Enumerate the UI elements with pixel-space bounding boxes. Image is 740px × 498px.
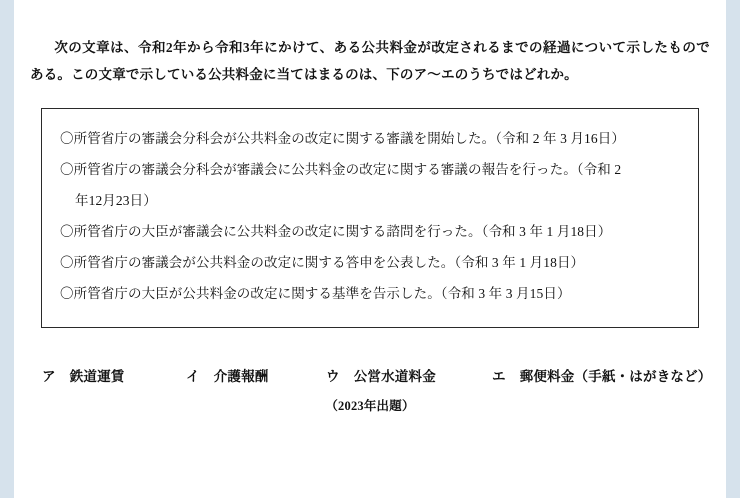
answer-choice-u[interactable] (326, 365, 436, 385)
choice-label-a: 鉄道運賃 (69, 369, 125, 384)
choice-label-u: 公営水道料金 (353, 369, 436, 384)
answer-choice-a[interactable] (42, 365, 125, 385)
left-margin-band (0, 0, 14, 498)
quote-line-2-part2: 年12月23日） (75, 193, 157, 208)
document-content (14, 0, 726, 498)
answer-choice-i[interactable] (186, 365, 269, 385)
quote-line-4: 〇所管省庁の審議会が公共料金の改定に関する答申を公表した。（令和 3 年 1 月18日） (60, 255, 585, 270)
choice-marker-e: エ (492, 369, 506, 384)
quoted-passage-box (41, 108, 699, 328)
quote-line-2 (60, 154, 680, 216)
quote-line-1: 〇所管省庁の審議会分科会が公共料金の改定に関する審議を開始した。（令和 2 年 3 月16日） (60, 131, 625, 146)
choice-marker-i: イ (186, 369, 200, 384)
quote-line-2-part1: 〇所管省庁の審議会分科会が審議会に公共料金の改定に関する審議の報告を行った。（令和 2 (60, 162, 622, 177)
lead-text: 次の文章は、令和2年から令和3年にかけて、ある公共料金が改定されるまでの経過について示したものである。この文章で示している公共料金に当てはまるのは、下のア～エのうちではどれか。 (30, 40, 710, 82)
quote-line-3: 〇所管省庁の大臣が審議会に公共料金の改定に関する諮問を行った。（令和 3 年 1 月18日） (60, 224, 612, 239)
choice-marker-a: ア (42, 369, 56, 384)
answer-choice-e[interactable] (492, 365, 712, 385)
question-lead-paragraph (30, 34, 710, 88)
choice-label-e: 郵便料金（手紙・はがきなど） (519, 369, 712, 384)
source-note: （2023年出題） (325, 399, 415, 413)
quote-line-5: 〇所管省庁の大臣が公共料金の改定に関する基準を告示した。（令和 3 年 3 月15日） (60, 286, 571, 301)
choice-marker-u: ウ (326, 369, 340, 384)
right-margin-band (726, 0, 740, 498)
choice-label-i: 介護報酬 (213, 369, 269, 384)
